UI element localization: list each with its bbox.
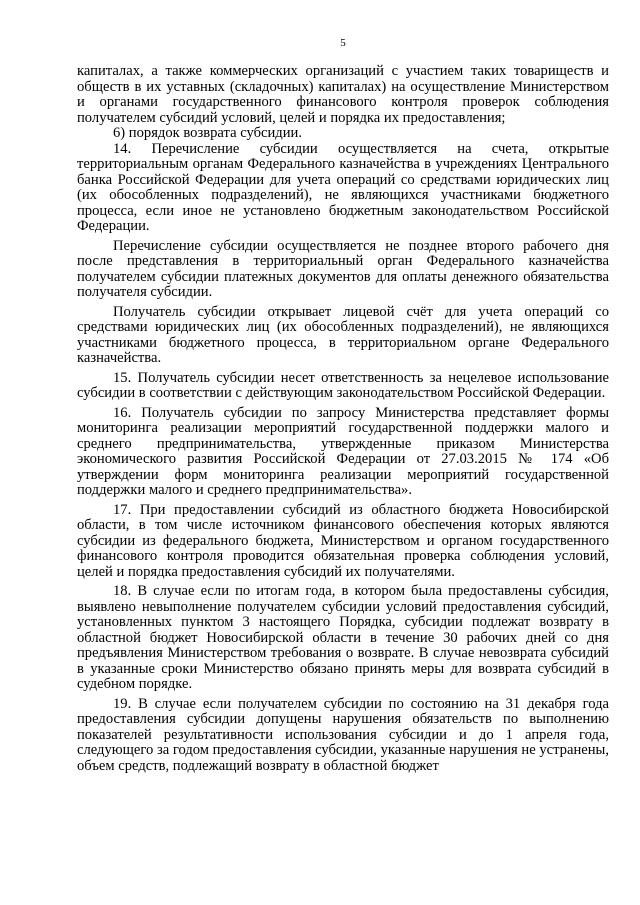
paragraph: 19. В случае если получателем субсидии по состоянию на 31 декабря года предоставления субсидии допущены нарушения обязательств по выполнению показателей результативности использования субсидии и до 1 апреля года, следующего за годом предоставления субсидии, указанные нарушения не устранены, объем средств, подлежащий возврату в областной бюджет: [77, 695, 609, 774]
paragraph: 18. В случае если по итогам года, в котором была предоставлены субсидия, выявлено невыполнение получателем субсидии условий предоставления субсидий, установленных пунктом 3 настоящего Порядка, субсидии подлежат возврату в областной бюджет Новосибирской области в течение 30 рабочих дней со дня предъявления Министерством требования о возврате. В случае невозврата субсидий в указанные сроки Министерство обязано принять меры для возврата субсидий в судебном порядке.: [77, 583, 609, 692]
paragraph: 6) порядок возврата субсидии.: [113, 125, 302, 141]
paragraph: 16. Получатель субсидии по запросу Министерства представляет формы мониторинга реализации мероприятий государственной поддержки малого и среднего предпринимательства, утвержденные приказом Министерства экономического развития Российской Федерации от 27.03.2015 № 174 «Об утверждении форм мониторинга реализации мероприятий государственной поддержки малого и среднего предпринимательства».: [77, 404, 609, 498]
paragraph: 15. Получатель субсидии несет ответственность за нецелевое использование субсидии в соответствии с действующим законодательством Российской Федерации.: [77, 369, 609, 401]
paragraph: Получатель субсидии открывает лицевой счёт для учета операций со средствами юридических лиц (их обособленных подразделений), не являющихся участниками бюджетного процесса, в территориальном органе Федерального казначейства.: [77, 303, 609, 366]
page-number: 5: [340, 37, 346, 49]
paragraph: 17. При предоставлении субсидий из областного бюджета Новосибирской области, в том числе источником финансового обеспечения которых являются субсидии из федерального бюджета, Министерством и органом государственного финансового контроля проводится обязательная проверка соблюдения условий, целей и порядка предоставления субсидий их получателями.: [77, 501, 609, 580]
paragraph: капиталах, а также коммерческих организаций с участием таких товариществ и обществ в их уставных (складочных) капиталах) на осуществление Министерством и органами государственного финансового контроля проверок соблюдения получателем субсидий условий, целей и порядка их предоставления;: [77, 63, 609, 126]
paragraph: 14. Перечисление субсидии осуществляется на счета, открытые территориальным органам Федерального казначейства в учреждениях Центрального банка Российской Федерации для учета операций со средствами юридических лиц (их обособленных подразделений), не являющихся участниками бюджетного процесса, если иное не установлено бюджетным законодательством Российской Федерации.: [77, 140, 609, 234]
document-body: [77, 64, 609, 774]
document-page: [77, 36, 609, 896]
paragraph: Перечисление субсидии осуществляется не позднее второго рабочего дня после представления в территориальный орган Федерального казначейства получателем субсидии платежных документов для оплаты денежного обязательства получателя субсидии.: [77, 237, 609, 300]
